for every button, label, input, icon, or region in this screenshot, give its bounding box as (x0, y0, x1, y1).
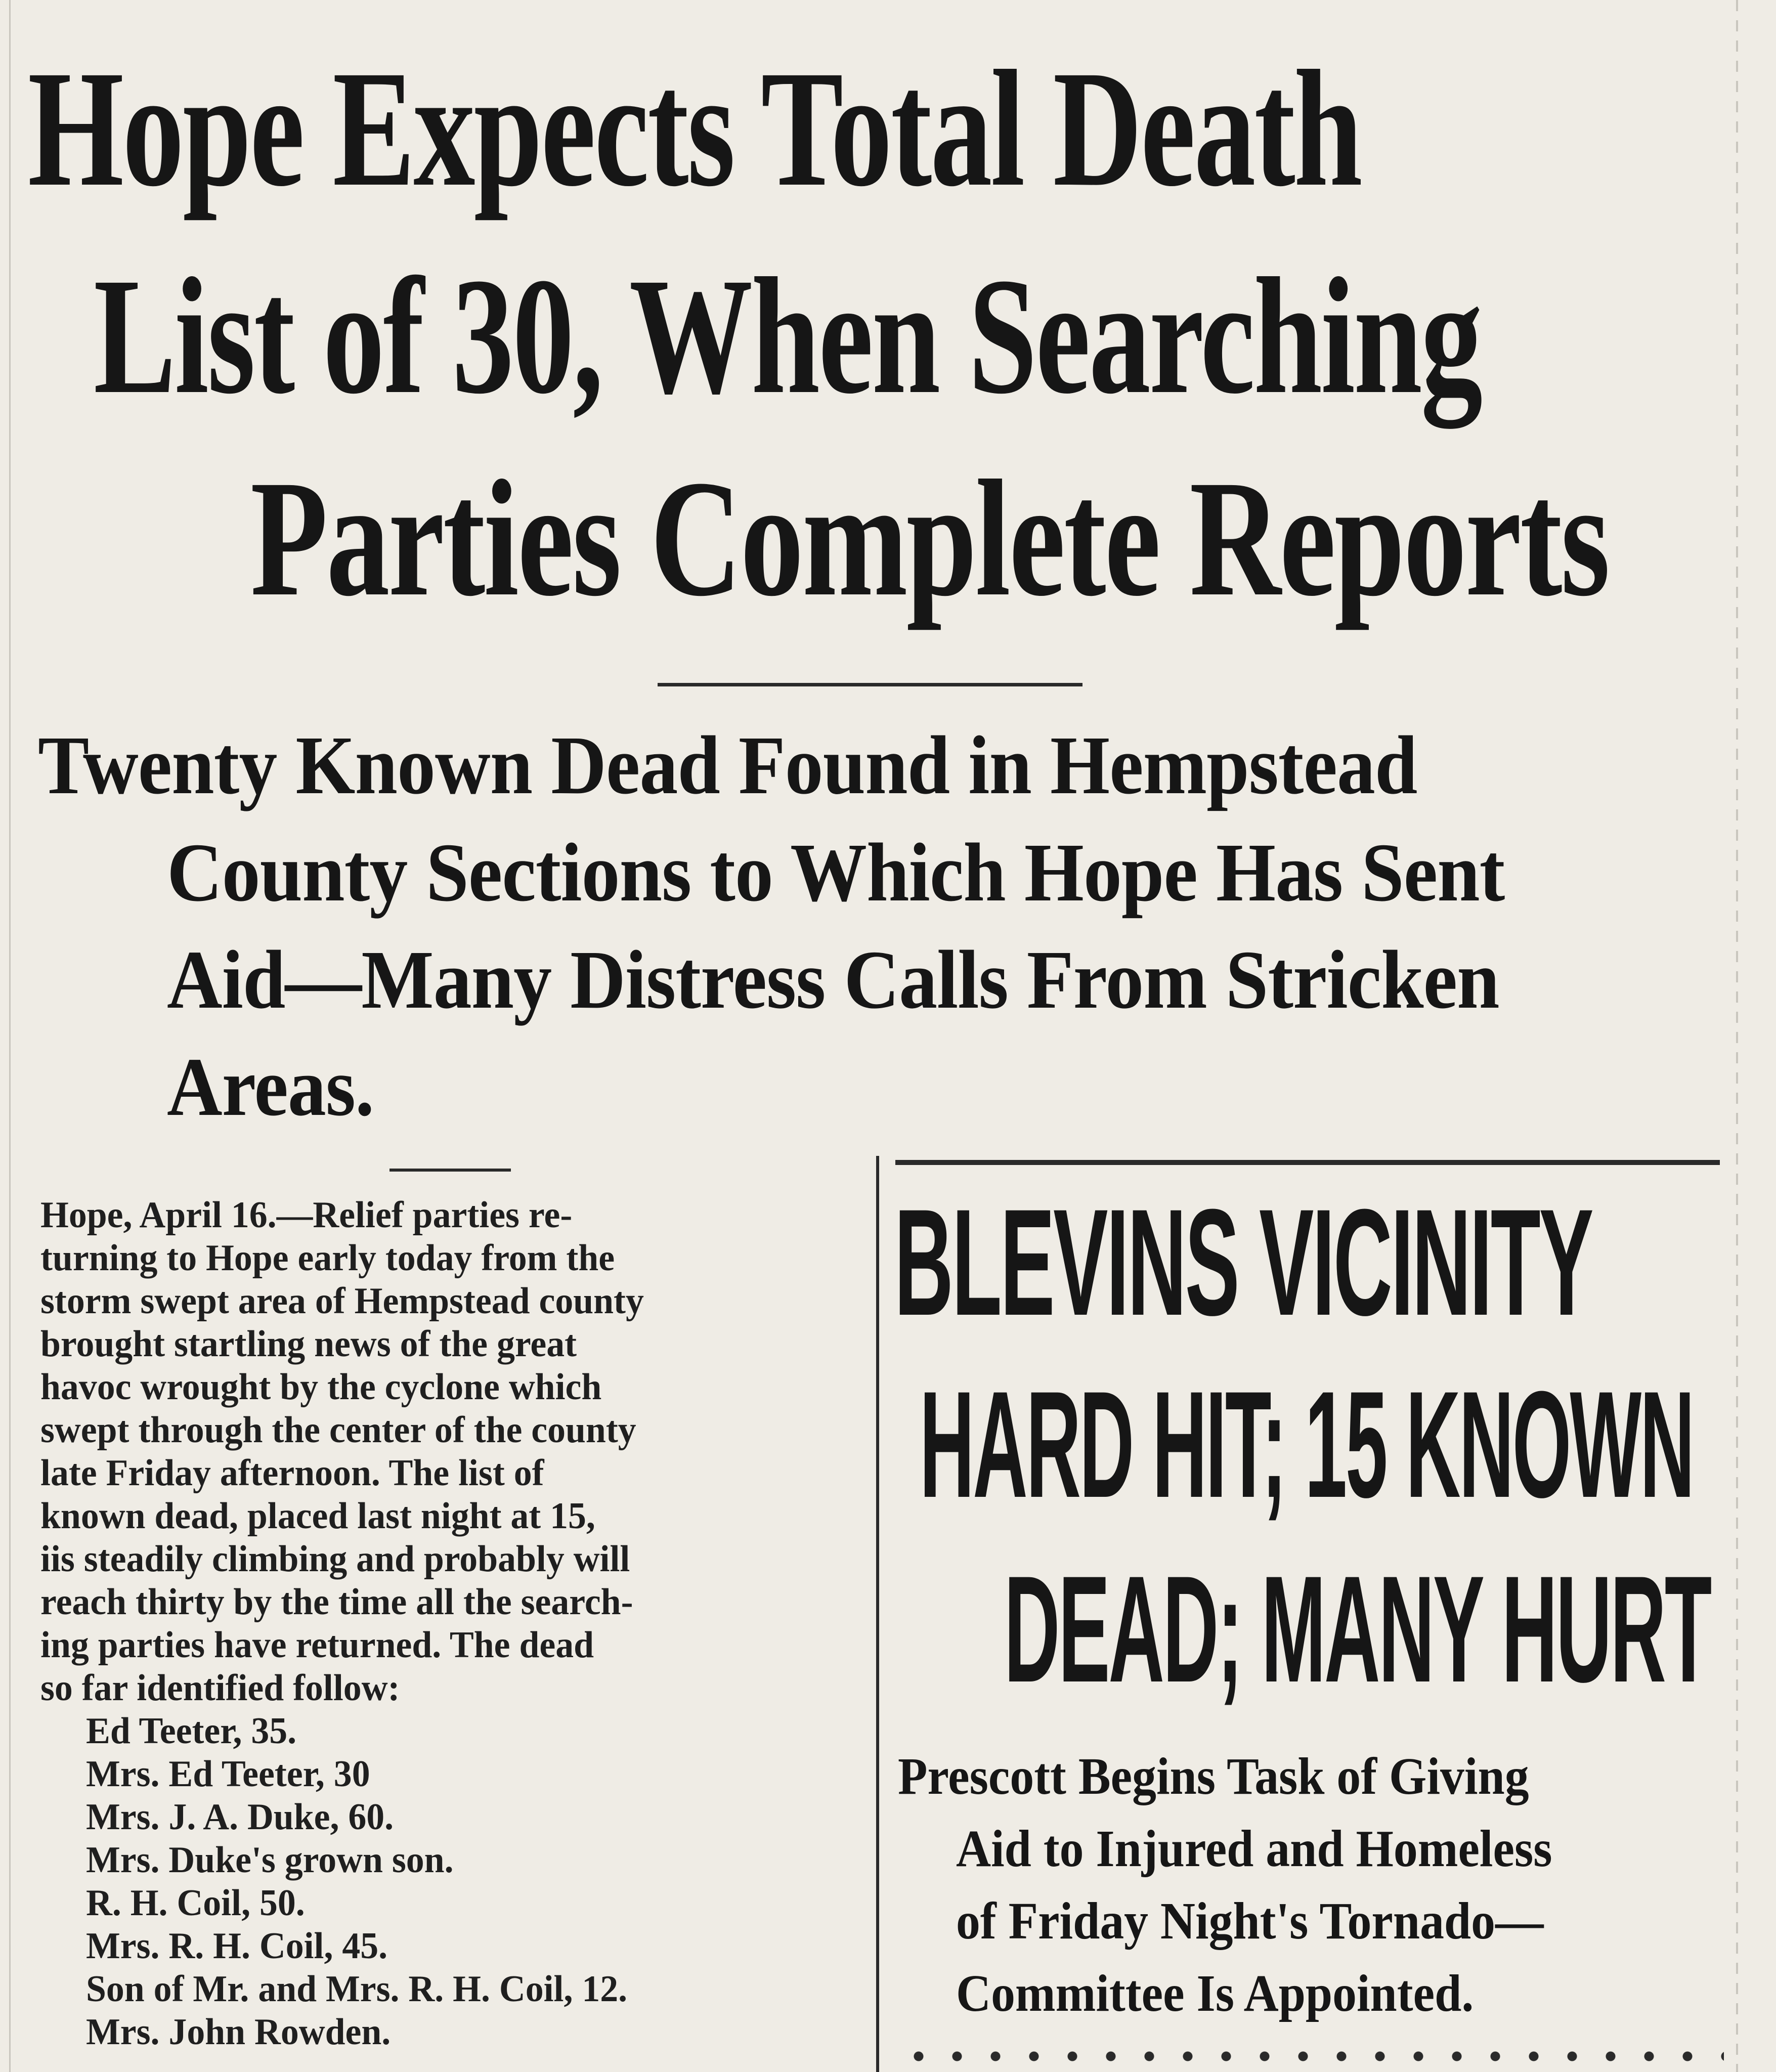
dead-list-item: Mrs. R. H. Coil, 45. (86, 1925, 388, 1967)
article-line: iis steadily climbing and probably will (40, 1538, 630, 1580)
dead-list-item: Ed Teeter, 35. (86, 1710, 297, 1752)
article-line: havoc wrought by the cyclone which (40, 1366, 602, 1408)
main-headline-line-2: List of 30, When Searching (94, 244, 1482, 428)
subheadline-line-1: Twenty Known Dead Found in Hempstead (38, 719, 1417, 811)
subheadline-line-3: Aid—Many Distress Calls From Stricken (167, 933, 1499, 1026)
sidebar-headline-line-2: HARD HIT; 15 KNOWN (920, 1359, 1694, 1529)
article-divider (389, 1169, 511, 1172)
article-line: turning to Hope early today from the (40, 1237, 615, 1279)
article-line: Hope, April 16.—Relief parties re- (40, 1194, 573, 1236)
sidebar-deck-line-4: Committee Is Appointed. (956, 1964, 1474, 2022)
sidebar-deck-line-1: Prescott Begins Task of Giving (898, 1747, 1529, 1805)
dead-list-item: Mrs. Ed Teeter, 30 (86, 1753, 370, 1795)
article-line: late Friday afternoon. The list of (40, 1452, 544, 1494)
dead-list-item: R. H. Coil, 50. (86, 1882, 305, 1924)
dead-list-item: Mrs. J. A. Duke, 60. (86, 1796, 394, 1838)
article-line: so far identified follow: (40, 1667, 400, 1709)
article-line: brought startling news of the great (40, 1323, 577, 1365)
sidebar-deck-line-2: Aid to Injured and Homeless (956, 1820, 1552, 1878)
page-left-edge (9, 0, 11, 2072)
headline-divider (658, 683, 1082, 686)
article-line: reach thirty by the time all the search- (40, 1581, 633, 1623)
main-headline-line-1: Hope Expects Total Death (28, 36, 1361, 221)
dead-list-item: Mrs. Duke's grown son. (86, 1839, 454, 1881)
dead-list-item: Son of Mr. and Mrs. R. H. Coil, 12. (86, 1968, 628, 2010)
sidebar-top-rule (895, 1160, 1720, 1165)
main-headline-line-3: Parties Complete Reports (250, 446, 1609, 631)
sidebar-deck-line-3: of Friday Night's Tornado— (956, 1892, 1544, 1950)
subheadline-line-2: County Sections to Which Hope Has Sent (167, 826, 1505, 919)
article-line: swept through the center of the county (40, 1409, 636, 1451)
subheadline-line-4: Areas. (167, 1041, 374, 1133)
sidebar-headline-line-1: BLEVINS VICINITY (894, 1177, 1592, 1347)
article-line: known dead, placed last night at 15, (40, 1495, 595, 1537)
dead-list-item: Mrs. John Rowden. (86, 2011, 391, 2053)
sidebar-headline-line-3: DEAD; MANY HURT (1004, 1544, 1711, 1714)
dotted-separator (899, 2049, 1724, 2064)
article-line: ing parties have returned. The dead (40, 1624, 594, 1666)
page-right-edge (1736, 0, 1738, 2072)
article-line: storm swept area of Hempstead county (40, 1280, 644, 1322)
